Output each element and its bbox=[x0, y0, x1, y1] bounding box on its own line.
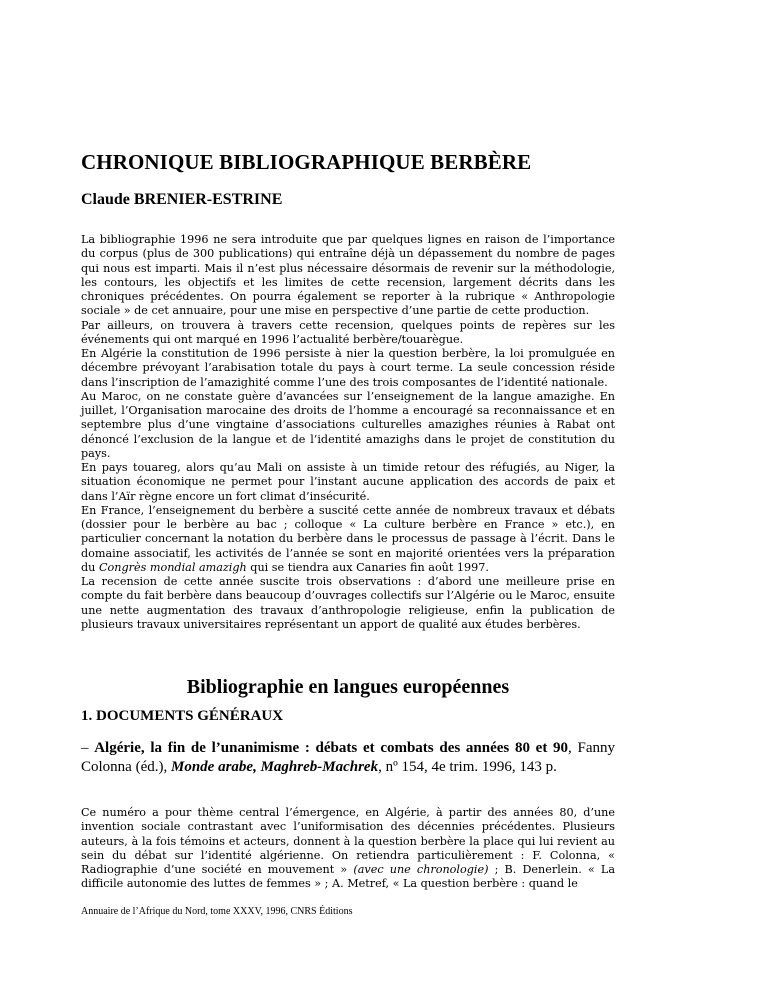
intro-paragraph: La bibliographie 1996 ne sera introduite que par quelques lignes en raison de l’importance du corpus (plus de 300 publications) qui entraîne déjà un dépassement du nombre de pages qui nous est imparti. Mais il n’est plus nécessaire désormais de revenir sur la méthodologie, les contours, les objectifs et les limites de cette recension, largement décrits dans les chroniques précédentes. On pourra également se reporter à la rubrique « Anthropologie sociale » de cet annuaire, pour une mise en perspective d’une partie de cette production. bbox=[81, 233, 615, 318]
intro-paragraph: En pays touareg, alors qu’au Mali on assiste à un timide retour des réfugiés, au Niger, la situation économique ne permet pour l’instant aucune application des accords de paix et dans l’Aïr règne encore un fort climat d’insécurité. bbox=[81, 461, 615, 503]
subsection-title: 1. DOCUMENTS GÉNÉRAUX bbox=[81, 708, 284, 724]
document-page bbox=[81, 0, 615, 994]
intro-text bbox=[81, 233, 615, 632]
entry-summary-end: ; B. Denerlein. « La difficile autonomie des luttes de femmes » ; A. Metref, « La question berbère : quand le bbox=[81, 863, 615, 891]
bibliography-entry-summary bbox=[81, 806, 615, 892]
intro-france-end: qui se tiendra aux Canaries fin août 1997. bbox=[246, 560, 489, 574]
intro-france-text: En France, l’enseignement du berbère a suscité cette année de nombreux travaux et débats (dossier pour le berbère au bac ; colloque « La culture berbère en France » etc.), en particulier concernant la notation du berbère dans le processus de passage à l’écrit. Dans le domaine associatif, les activités de l’année se sont en majorité orientées vers la préparation du bbox=[81, 503, 615, 574]
entry-details: , nº 154, 4e trim. 1996, 143 p. bbox=[378, 759, 557, 775]
entry-title: Algérie, la fin de l’unanimisme : débats et combats des années 80 et 90 bbox=[94, 740, 569, 756]
page-footer: Annuaire de l’Afrique du Nord, tome XXXV, 1996, CNRS Éditions bbox=[81, 906, 353, 917]
entry-journal: Monde arabe, Maghreb-Machrek bbox=[170, 759, 379, 775]
intro-paragraph: Par ailleurs, on trouvera à travers cette recension, quelques points de repères sur les événements qui ont marqué en 1996 l’actualité berbère/touarègue. bbox=[81, 318, 615, 346]
intro-paragraph: La recension de cette année suscite trois observations : d’abord une meilleure prise en compte du fait berbère dans beaucoup d’ouvrages collectifs sur l’Algérie ou le Maroc, ensuite une nette augmentation des travaux d’anthropologie religieuse, enfin la publication de plusieurs travaux universitaires représentant un apport de qualité aux études berbères. bbox=[81, 575, 615, 631]
intro-paragraph: Au Maroc, on ne constate guère d’avancées sur l’enseignement de la langue amazighe. En juillet, l’Organisation marocaine des droits de l’homme a encouragé sa reconnaissance et en septembre plus d’une vingtaine d’associations culturelles amazighes réunies à Rabat ont dénoncé l’exclusion de la langue et de l’identité amazighs dans le projet de constitution du pays. bbox=[81, 389, 615, 460]
article-author: Claude BRENIER-ESTRINE bbox=[81, 191, 283, 208]
intro-paragraph: En Algérie la constitution de 1996 persiste à nier la question berbère, la loi promulguée en décembre prévoyant l’arabisation totale du pays à court terme. La seule concession réside dans l’inscription de l’amazighité comme l’une des trois composantes de l’identité nationale. bbox=[81, 347, 615, 389]
entry-summary-paragraph bbox=[81, 806, 615, 892]
entry-authors: , Fanny Colonna (éd.), bbox=[81, 740, 616, 775]
intro-paragraph-france bbox=[81, 504, 615, 575]
entry-summary-text: Ce numéro a pour thème central l’émergence, en Algérie, à partir des années 80, d’une invention sociale contrastant avec l’uniformisation des décennies précédentes. Plusieurs auteurs, à la fois témoins et acteurs, donnent à la question berbère la place qui lui revient au sein du débat sur l’identité algérienne. On retiendra particulièrement : F. Colonna, « Radiographie d’une société en mouvement » bbox=[81, 806, 615, 876]
article-title: CHRONIQUE BIBLIOGRAPHIQUE BERBÈRE bbox=[81, 150, 532, 174]
entry-dash: – bbox=[81, 740, 95, 756]
bibliography-entry-heading bbox=[81, 739, 615, 777]
section-title: Bibliographie en langues européennes bbox=[186, 676, 510, 698]
congress-name: Congrès mondial amazigh bbox=[98, 560, 247, 574]
entry-summary-italic: (avec une chronologie) bbox=[353, 863, 489, 876]
